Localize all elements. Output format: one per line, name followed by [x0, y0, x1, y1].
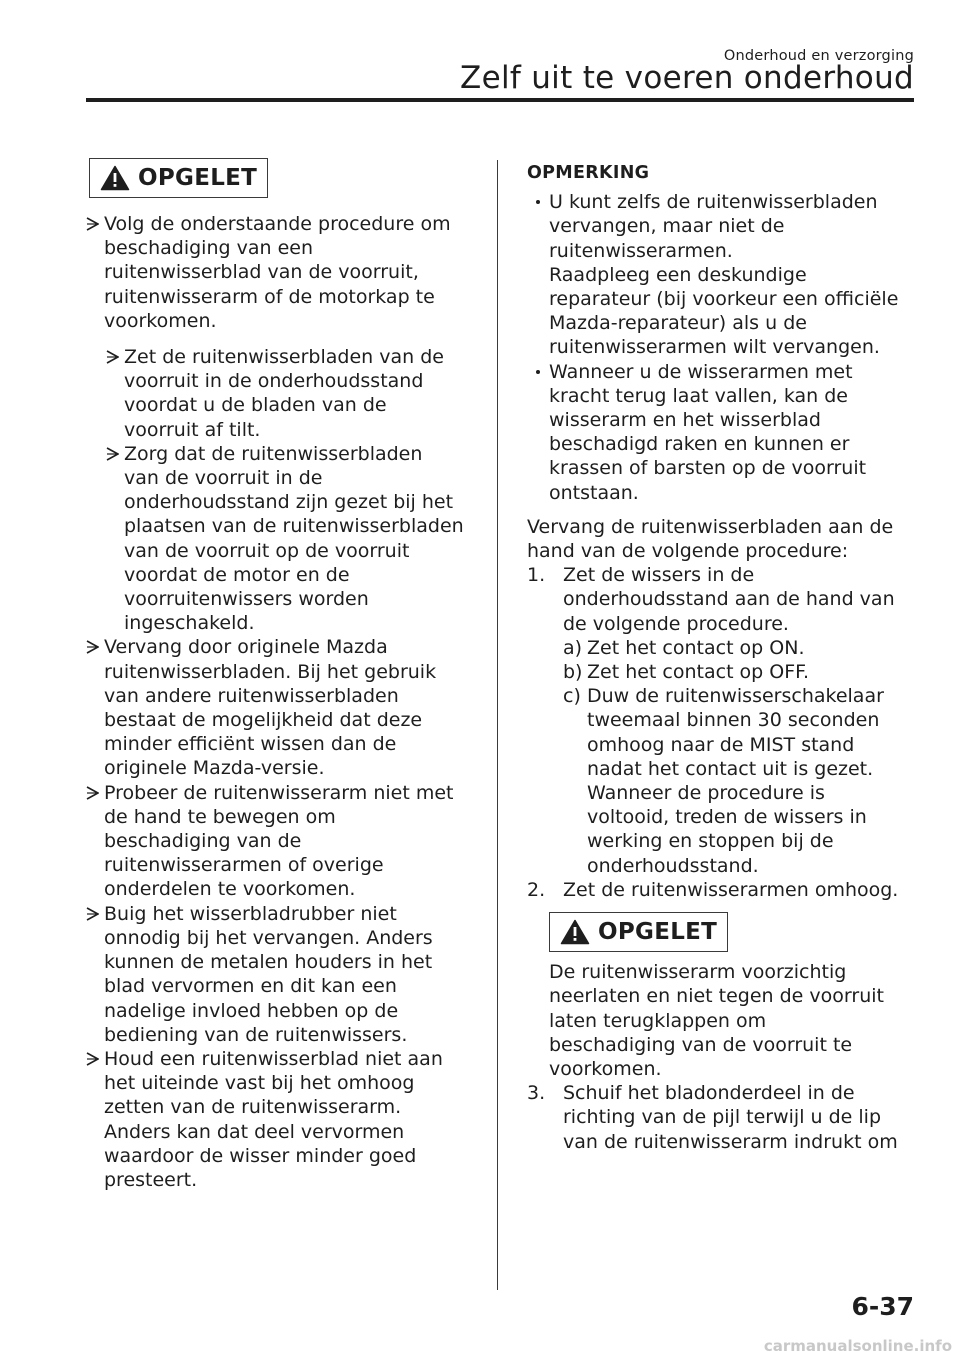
sub-step-line: Duw de ruitenwisserschakelaar — [587, 685, 884, 708]
sub-step-label: a) — [563, 636, 583, 659]
bullet-dot-icon — [536, 370, 540, 374]
note-line: Mazda-reparateur) als u de — [549, 312, 807, 335]
caution-text — [527, 960, 919, 1081]
right-column — [527, 158, 919, 1154]
arrow-bullet-icon — [86, 781, 100, 805]
bullet-line: van andere ruitenwisserbladen — [104, 684, 399, 707]
note-line: wisserarm en het wisserblad — [549, 409, 821, 432]
sub-step-line: voltooid, treden de wissers in — [587, 806, 867, 829]
note-list — [527, 190, 919, 505]
caution-line: voorkomen. — [549, 1057, 662, 1080]
arrow-bullet-icon — [106, 442, 120, 466]
step-item — [527, 563, 919, 636]
step-number: 1. — [527, 564, 546, 587]
note-line: krassen of barsten op de voorruit — [549, 457, 867, 480]
note-line: vervangen, maar niet de — [549, 215, 785, 238]
caution-bullet-item — [86, 781, 478, 902]
bullet-line: bestaat de mogelijkheid dat deze — [104, 709, 423, 732]
step-line: de volgende procedure. — [563, 612, 789, 635]
watermark: carmanualsonline.info — [763, 1337, 952, 1355]
bullet-dot-icon — [536, 200, 540, 204]
note-bullet-item — [527, 190, 919, 359]
sub-step-line: Wanneer de procedure is — [587, 782, 825, 805]
bullet-line: waardoor de wisser minder goed — [104, 1144, 417, 1167]
sub-step-item — [527, 660, 919, 684]
sub-step-line: Zet het contact op OFF. — [587, 661, 810, 684]
bullet-line: voorruit in de onderhoudsstand — [124, 370, 424, 393]
step-item — [527, 878, 919, 902]
caution-box-2 — [549, 912, 728, 952]
sub-step-line: werking en stoppen bij de — [587, 830, 834, 853]
procedure-step-3 — [527, 1081, 919, 1154]
bullet-line: Houd een ruitenwisserblad niet aan — [104, 1047, 443, 1070]
sub-step-line: onderhoudsstand. — [587, 854, 759, 877]
sub-step-item — [527, 684, 919, 878]
bullet-line: Anders kan dat deel vervormen — [104, 1120, 405, 1143]
sub-step-line: omhoog naar de MIST stand — [587, 733, 855, 756]
note-line: reparateur (bij voorkeur een officiële — [549, 288, 899, 311]
caution-line: beschadiging van de voorruit te — [549, 1033, 853, 1056]
caution-bullet-item — [86, 902, 478, 1047]
bullet-line: ruitenwisserbladen. Bij het gebruik — [104, 660, 437, 683]
bullet-line: Buig het wisserbladrubber niet — [104, 902, 397, 925]
bullet-line: de hand te bewegen om — [104, 805, 336, 828]
procedure-intro — [527, 515, 919, 563]
sub-step-line: tweemaal binnen 30 seconden — [587, 709, 880, 732]
arrow-bullet-icon — [106, 345, 120, 369]
caution-bullet-item — [86, 212, 478, 333]
page-number: 6-37 — [851, 1292, 914, 1321]
caution-list — [86, 212, 478, 1192]
step-line: richting van de pijl terwijl u de lip — [563, 1106, 881, 1129]
note-line: kracht terug laat vallen, kan de — [549, 384, 848, 407]
bullet-line: voorruitenwissers worden — [124, 588, 369, 611]
bullet-line: onderhoudsstand zijn gezet bij het — [124, 491, 454, 514]
bullet-line: ruitenwisserblad van de voorruit, — [104, 261, 419, 284]
caution-bullet-item — [106, 345, 478, 442]
bullet-line: voorkomen. — [104, 309, 217, 332]
caution-bullet-item — [106, 442, 478, 636]
arrow-bullet-icon — [86, 212, 100, 236]
step-number: 3. — [527, 1082, 546, 1105]
bullet-line: onderdelen te voorkomen. — [104, 878, 356, 901]
page-title: Zelf uit te voeren onderhoud — [460, 60, 914, 96]
bullet-line: originele Mazda-versie. — [104, 757, 325, 780]
bullet-line: beschadiging van de — [104, 830, 302, 853]
note-line: beschadigd raken en kunnen er — [549, 433, 850, 456]
bullet-line: ruitenwisserarmen of overige — [104, 854, 384, 877]
bullet-line: beschadiging van een — [104, 237, 313, 260]
bullet-line: Zet de ruitenwisserbladen van de — [124, 346, 444, 369]
warning-triangle-icon — [560, 919, 590, 945]
warning-triangle-icon — [100, 165, 130, 191]
sub-step-label: c) — [563, 685, 581, 708]
intro-line: Vervang de ruitenwisserbladen aan de — [527, 515, 894, 538]
caution-line: neerlaten en niet tegen de voorruit — [549, 985, 884, 1008]
column-divider — [497, 160, 498, 1290]
bullet-line: van de voorruit in de — [124, 467, 323, 490]
arrow-bullet-icon — [86, 635, 100, 659]
bullet-line: nadelige invloed hebben op de — [104, 999, 399, 1022]
note-line: U kunt zelfs de ruitenwisserbladen — [549, 191, 878, 214]
arrow-bullet-icon — [86, 1047, 100, 1071]
note-line: ruitenwisserarmen. — [549, 239, 733, 262]
bullet-line: Vervang door originele Mazda — [104, 636, 388, 659]
note-title: OPMERKING — [527, 163, 650, 183]
sub-step-line: Zet het contact op ON. — [587, 636, 805, 659]
bullet-line: voordat u de bladen van de — [124, 394, 387, 417]
header-divider — [86, 98, 914, 102]
bullet-line: Probeer de ruitenwisserarm niet met — [104, 781, 454, 804]
bullet-line: Zorg dat de ruitenwisserbladen — [124, 442, 423, 465]
bullet-line: ruitenwisserarm of de motorkap te — [104, 285, 435, 308]
bullet-line: onnodig bij het vervangen. Anders — [104, 926, 433, 949]
bullet-line: presteert. — [104, 1168, 198, 1191]
bullet-line: plaatsen van de ruitenwisserbladen — [124, 515, 464, 538]
bullet-line: van de voorruit op de voorruit — [124, 539, 410, 562]
caution-bullet-item — [86, 635, 478, 780]
arrow-bullet-icon — [86, 902, 100, 926]
note-line: ruitenwisserarmen wilt vervangen. — [549, 336, 880, 359]
header-section-label: Onderhoud en verzorging — [723, 48, 914, 64]
step-line: onderhoudsstand aan de hand van — [563, 588, 895, 611]
procedure-step-2 — [527, 878, 919, 902]
caution-line: De ruitenwisserarm voorzichtig — [549, 961, 847, 984]
caution-label: OPGELET — [138, 164, 258, 191]
bullet-line: voorruit af tilt. — [124, 418, 261, 441]
sub-step-item — [527, 636, 919, 660]
caution-bullet-item — [86, 1047, 478, 1192]
note-line: Wanneer u de wisserarmen met — [549, 360, 853, 383]
step-line: van de ruitenwisserarm indrukt om — [563, 1130, 898, 1153]
note-line: ontstaan. — [549, 481, 639, 504]
procedure-step-1 — [527, 563, 919, 878]
bullet-line: kunnen de metalen houders in het — [104, 951, 433, 974]
note-line: Raadpleeg een deskundige — [549, 263, 807, 286]
step-line: Schuif het bladonderdeel in de — [563, 1082, 855, 1105]
note-bullet-item — [527, 360, 919, 505]
step-item — [527, 1081, 919, 1154]
sub-step-line: nadat het contact uit is gezet. — [587, 757, 874, 780]
sub-step-label: b) — [563, 661, 583, 684]
bullet-line: bediening van de ruitenwissers. — [104, 1023, 408, 1046]
caution-box — [89, 158, 268, 198]
bullet-line: zetten van de ruitenwisserarm. — [104, 1096, 402, 1119]
bullet-line: blad vervormen en dit kan een — [104, 975, 397, 998]
left-column — [86, 158, 478, 1192]
bullet-line: het uiteinde vast bij het omhoog — [104, 1072, 415, 1095]
bullet-line: Volg de onderstaande procedure om — [104, 213, 451, 235]
bullet-line: voordat de motor en de — [124, 563, 350, 586]
caution-label: OPGELET — [598, 918, 718, 945]
intro-line: hand van de volgende procedure: — [527, 540, 849, 563]
step-line: Zet de wissers in de — [563, 564, 755, 587]
bullet-line: ingeschakeld. — [124, 612, 255, 635]
bullet-line: minder efficiënt wissen dan de — [104, 733, 397, 756]
step-number: 2. — [527, 878, 546, 901]
caution-line: laten terugklappen om — [549, 1009, 767, 1032]
step-line: Zet de ruitenwisserarmen omhoog. — [563, 878, 899, 901]
